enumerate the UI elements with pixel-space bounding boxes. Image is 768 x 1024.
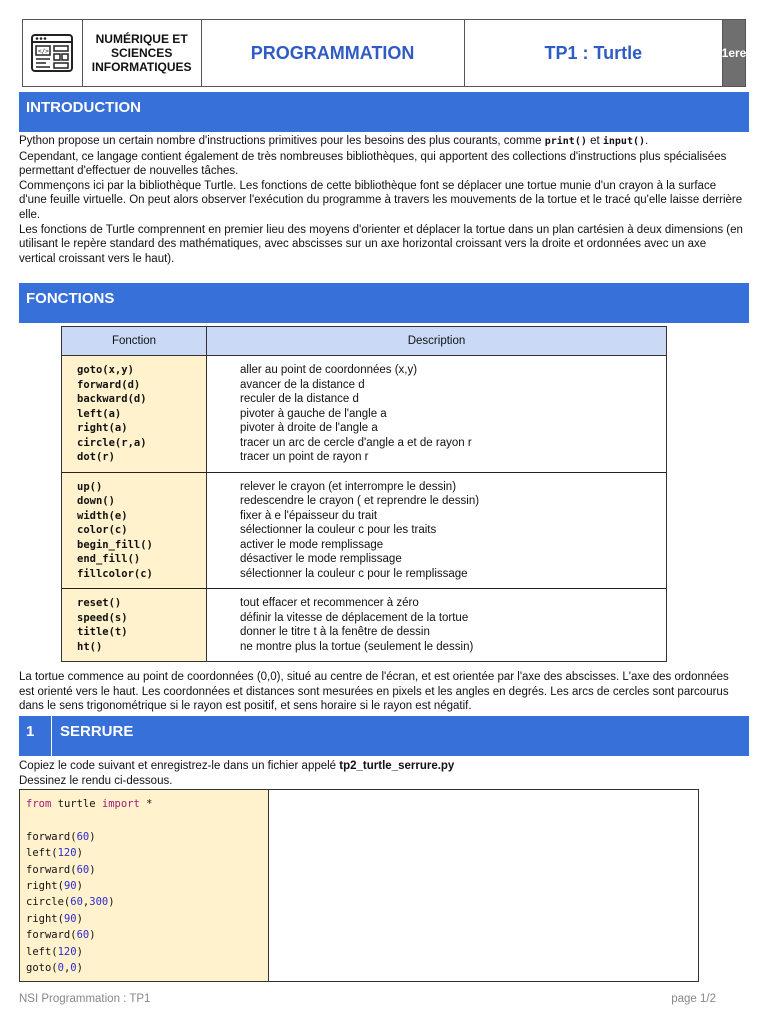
intro-heading: INTRODUCTION: [26, 99, 141, 116]
subject-line-2: SCIENCES: [110, 46, 173, 60]
code-window-icon: [30, 31, 74, 75]
function-list: reset() speed(s) title(t) ht(): [77, 597, 128, 653]
function-description: tracer un point de rayon r: [240, 451, 369, 463]
code-line: circle(60,300): [26, 896, 115, 909]
code-input: input(): [602, 136, 646, 147]
function-description: tracer un arc de cercle d'angle a et de rayon r: [240, 436, 472, 449]
table-header: [62, 327, 666, 356]
exercise-instruction-2: Dessinez le rendu ci-dessous.: [19, 774, 173, 787]
function-description: pivoter à droite de l'angle a: [240, 422, 378, 434]
function-description: redescendre le crayon ( et reprendre le dessin): [240, 495, 480, 507]
exercise-filename: tp2_turtle_serrure.py: [339, 760, 455, 772]
column-header-function: Fonction: [62, 327, 207, 355]
exercise-instructions: [19, 759, 743, 788]
intro-paragraph-4: Les fonctions de Turtle comprennent en premier lieu des moyens d'orienter et déplacer la tortue dans un plan cartésien à deux dimensions (en utilisant le repère standard des mathématiques, avec abscisses sur un axe horizontal croissant vers la droite et ordonnées avec un axe vertical croissant vers le haut).: [19, 223, 743, 265]
section-title: PROGRAMMATION: [202, 20, 465, 86]
function-description: tout effacer et recommencer à zéro: [240, 597, 419, 609]
code-line: left(120): [26, 847, 83, 860]
functions-table: [61, 326, 667, 662]
function-description: ne montre plus la tortue (seulement le dessin): [240, 640, 474, 653]
function-description: activer le mode remplissage: [240, 538, 384, 551]
function-description: définir la vitesse de déplacement de la tortue: [240, 611, 469, 624]
table-row: [62, 473, 666, 590]
code-line: left(120): [26, 945, 83, 958]
code-line: forward(60): [26, 863, 96, 876]
exercise-code-box: [19, 789, 699, 982]
function-description: désactiver le mode remplissage: [240, 553, 402, 565]
footer-page-number: page 1/2: [671, 993, 716, 1005]
logo-cell: [23, 20, 83, 86]
function-description: relever le crayon (et interrompre le dessin): [240, 480, 457, 493]
intro-paragraph-3: Commençons ici par la bibliothèque Turtle. Les fonctions de cette bibliothèque font se déplacer une tortue munie d'un crayon à la surface d'une feuille virtuelle. On peut alors observer l'exécution du programme à travers les mouvements de la tortue et le tracé qu'elle laisse derrière elle.: [19, 179, 743, 221]
footer-left: NSI Programmation : TP1: [19, 993, 151, 1005]
table-row: [62, 356, 666, 473]
table-row: [62, 589, 666, 661]
svg-text:</>: </>: [38, 48, 50, 55]
column-header-description: Description: [407, 335, 466, 347]
function-list: goto(x,y) forward(d) backward(d) left(a) right(a) circle(r,a) dot(r): [77, 364, 147, 463]
code-print: print(): [544, 136, 587, 147]
level-badge: 1ere: [723, 20, 745, 86]
intro-heading-band: [19, 92, 749, 132]
intro-text: [19, 134, 743, 266]
function-list: up() down() width(e) color(c) begin_fill() end_fill() fillcolor(c): [77, 480, 153, 580]
code-listing[interactable]: from turtle import * forward(60) left(120) forward(60) right(90) circle(60,300) right(90) forward(60) left(120) goto(0,0): [20, 790, 269, 981]
exercise-heading-band: [19, 716, 749, 756]
code-line: right(90): [26, 880, 83, 893]
subject-line-1: NUMÉRIQUE ET: [95, 32, 188, 46]
drawing-area[interactable]: [269, 790, 698, 981]
function-description: sélectionner la couleur c pour les traits: [240, 524, 437, 536]
code-line: forward(60): [26, 929, 96, 942]
exercise-instruction-1: Copiez le code suivant et enregistrez-le dans un fichier appelé tp2_turtle_serrure.py: [19, 760, 455, 772]
functions-heading: FONCTIONS: [26, 290, 115, 307]
exercise-number: 1: [26, 723, 35, 740]
function-description: pivoter à gauche de l'angle a: [240, 407, 387, 420]
intro-paragraph-2: Cependant, ce langage contient également de très nombreuses bibliothèques, qui apportent des collections d'instructions plus spécialisées permettant d'effectuer de nouvelles tâches.: [19, 150, 727, 178]
function-description: avancer de la distance d: [240, 378, 365, 391]
code-line: forward(60): [26, 830, 96, 843]
code-line: right(90): [26, 912, 83, 925]
tp-title: TP1 : Turtle: [465, 20, 723, 86]
functions-heading-band: [19, 283, 749, 323]
document-header: [22, 19, 746, 87]
functions-note: La tortue commence au point de coordonnées (0,0), situé au centre de l'écran, et est orientée par l'axe des abscisses. L'axe des ordonnées est orienté vers le haut. Les coordonnées et distances sont mesurées en pixels et les angles en degrés. Les arcs de cercles sont parcourus dans le sens trigonométrique si le rayon est positif, et sens horaire si le rayon est négatif.: [19, 671, 729, 713]
exercise-heading: SERRURE: [60, 723, 134, 740]
function-description: reculer de la distance d: [240, 393, 359, 405]
subject-line-3: INFORMATIQUES: [91, 60, 192, 74]
code-line: goto(0,0): [26, 962, 83, 975]
function-description: sélectionner la couleur c pour le remplissage: [240, 567, 468, 580]
subject-cell: [83, 20, 202, 86]
function-description: donner le titre t à la fenêtre de dessin: [240, 626, 430, 638]
intro-paragraph-1: Python propose un certain nombre d'instructions primitives pour les besoins des plus courants, comme print() et input().: [19, 135, 649, 147]
function-description: fixer à e l'épaisseur du trait: [240, 509, 378, 522]
function-description: aller au point de coordonnées (x,y): [240, 364, 418, 376]
